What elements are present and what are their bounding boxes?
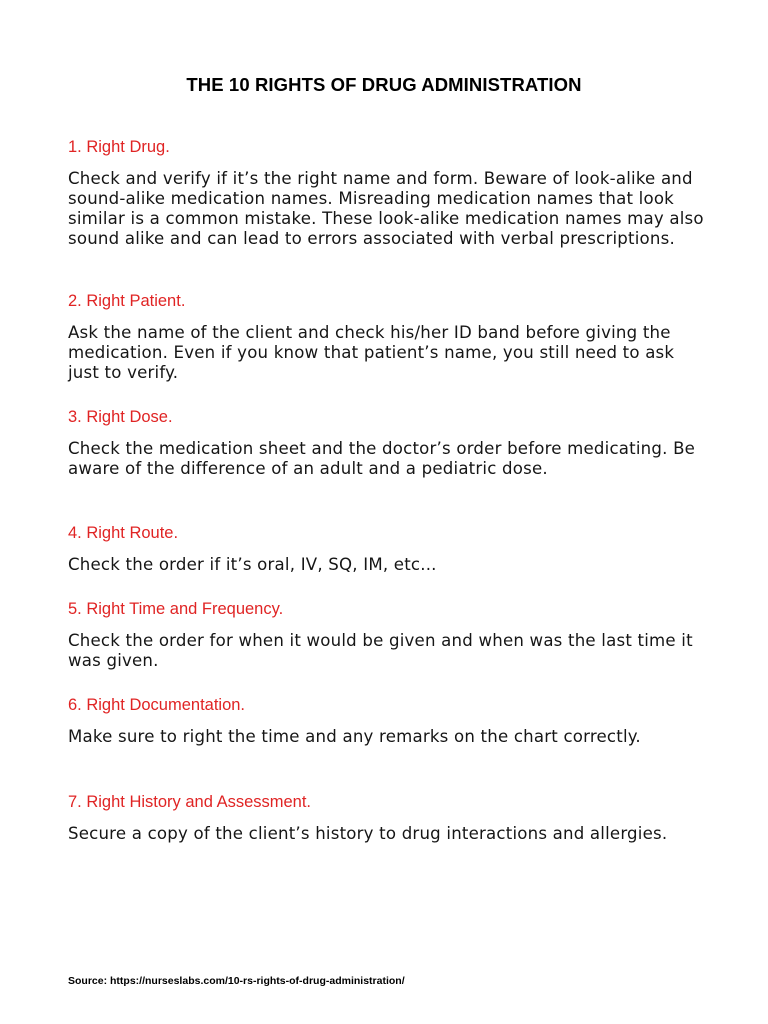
section-body: Make sure to right the time and any remarks on the chart correctly.	[68, 727, 641, 746]
section-right-patient	[68, 291, 708, 383]
source-citation: Source: https://nurseslabs.com/10-rs-rights-of-drug-administration/	[68, 975, 405, 987]
section-right-time-frequency	[68, 599, 708, 671]
section-heading: 4. Right Route.	[68, 524, 179, 542]
section-right-documentation	[68, 695, 708, 747]
section-heading: 1. Right Drug.	[68, 138, 170, 156]
section-heading: 7. Right History and Assessment.	[68, 793, 312, 811]
section-body: Check the order for when it would be given and when was the last time it was given.	[68, 631, 693, 670]
section-body: Secure a copy of the client’s history to drug interactions and allergies.	[68, 824, 668, 843]
section-body: Check and verify if it’s the right name and form. Beware of look-alike and sound-alike medication names. Misreading medication names that look similar is a common mistake. These look-alike medication names may also sound alike and can lead to errors associated with verbal prescriptions.	[68, 169, 704, 248]
section-right-dose	[68, 407, 708, 479]
document-title: THE 10 RIGHTS OF DRUG ADMINISTRATION	[186, 74, 582, 95]
section-heading: 6. Right Documentation.	[68, 696, 246, 714]
section-body: Check the medication sheet and the doctor’s order before medicating. Be aware of the difference of an adult and a pediatric dose.	[68, 439, 696, 478]
section-heading: 5. Right Time and Frequency.	[68, 600, 284, 618]
section-body: Check the order if it’s oral, IV, SQ, IM, etc...	[68, 555, 437, 574]
section-right-history-assessment	[68, 792, 708, 844]
section-right-drug	[68, 137, 708, 249]
section-body: Ask the name of the client and check his/her ID band before giving the medication. Even if you know that patient’s name, you still need to ask just to verify.	[68, 323, 675, 382]
section-heading: 3. Right Dose.	[68, 408, 173, 426]
section-right-route	[68, 523, 708, 575]
section-heading: 2. Right Patient.	[68, 292, 186, 310]
